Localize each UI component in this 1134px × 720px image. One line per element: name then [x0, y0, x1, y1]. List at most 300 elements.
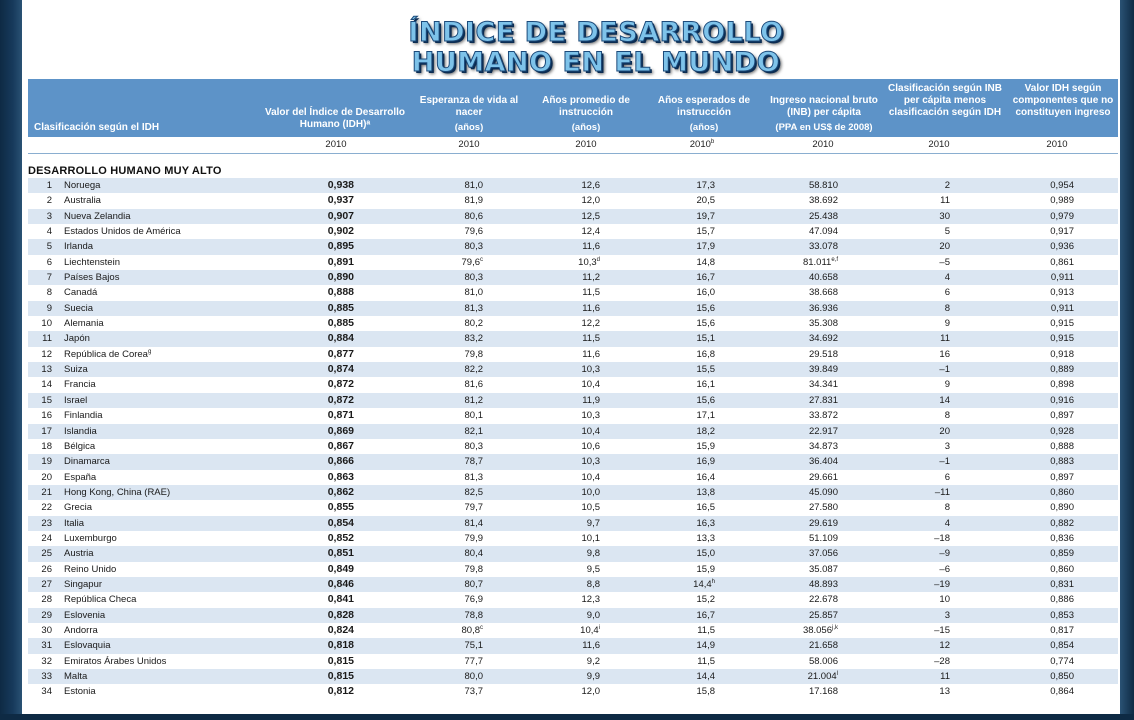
year-expected	[682, 139, 722, 150]
expected-schooling-cell	[688, 533, 715, 544]
rank-cell	[28, 410, 52, 421]
mean-schooling-cell-value: 11,6	[582, 241, 600, 253]
expected-schooling-cell	[688, 195, 715, 206]
rank-difference-cell	[928, 195, 950, 206]
expected-schooling-cell-value: 15,8	[696, 686, 715, 698]
idh-value-cell	[318, 455, 354, 467]
rank-cell-value: 7	[46, 272, 52, 284]
idh-value-cell	[318, 409, 354, 421]
rank-difference-cell	[928, 640, 950, 651]
country-cell-value: Andorra	[64, 624, 98, 636]
gni-per-capita-cell-value: 40.658	[808, 272, 838, 284]
nonincome-hdi-cell-value: 0,859	[1050, 548, 1074, 560]
country-cell	[64, 625, 98, 636]
gni-per-capita-cell	[798, 426, 838, 437]
left-frame-border	[0, 0, 22, 720]
life-expectancy-cell-value: 82,2	[464, 364, 483, 376]
mean-schooling-cell	[573, 487, 600, 498]
expected-schooling-cell	[688, 287, 715, 298]
life-expectancy-cell-value: 81,3	[464, 302, 483, 314]
life-expectancy-cell	[456, 211, 483, 222]
header-col-gni-unit: (PPA en US$ de 2008)	[775, 122, 873, 133]
rank-cell	[28, 441, 52, 452]
nonincome-hdi-cell	[1040, 625, 1074, 636]
nonincome-hdi-cell	[1040, 379, 1074, 390]
life-expectancy-cell	[456, 518, 483, 529]
rank-cell-value: 16	[41, 410, 52, 422]
header-col-school-unit: (años)	[571, 122, 601, 133]
rank-difference-cell-value: 20	[939, 241, 950, 253]
table-row	[28, 362, 1118, 377]
idh-value-cell	[318, 471, 354, 483]
idh-value-cell	[318, 271, 354, 283]
table-row	[28, 546, 1118, 561]
table-row	[28, 531, 1118, 546]
expected-schooling-cell	[688, 686, 715, 697]
country-cell	[64, 180, 100, 191]
idh-value-cell	[318, 394, 354, 406]
gni-per-capita-cell-value: 17.168	[808, 686, 838, 698]
rank-difference-cell	[928, 518, 950, 529]
mean-schooling-cell-value: 12,0	[581, 686, 600, 698]
idh-value-cell	[318, 517, 354, 529]
gni-per-capita-cell	[798, 564, 838, 575]
nonincome-hdi-cell	[1040, 287, 1074, 298]
gni-per-capita-cell	[798, 303, 838, 314]
country-cell	[64, 303, 93, 314]
nonincome-hdi-cell	[1040, 333, 1074, 344]
country-cell	[64, 472, 96, 483]
gni-per-capita-cell	[798, 395, 838, 406]
expected-schooling-cell-value: 15,5	[696, 364, 715, 376]
country-cell	[64, 426, 97, 437]
gni-per-capita-cell	[798, 456, 838, 467]
nonincome-hdi-cell-value: 0,774	[1050, 655, 1074, 667]
mean-schooling-cell	[573, 303, 600, 314]
year-rankdiff: 2010	[928, 139, 950, 150]
country-cell-footnote: g	[147, 348, 152, 355]
header-rank	[34, 79, 254, 137]
country-cell-value: Japón	[64, 333, 90, 345]
mean-schooling-cell-footnote: i	[598, 624, 600, 631]
nonincome-hdi-cell-value: 0,913	[1050, 287, 1074, 299]
country-cell	[64, 610, 105, 621]
rank-difference-cell-value: 8	[944, 410, 950, 422]
mean-schooling-cell-value: 10,3	[581, 364, 600, 376]
header-col-idh-label: Valor del Índice de Desarrollo Humano (IDH)ᵃ	[264, 107, 406, 130]
life-expectancy-cell	[456, 671, 483, 682]
nonincome-hdi-cell-value: 0,861	[1050, 256, 1074, 268]
rank-difference-cell-value: –28	[934, 655, 950, 667]
life-expectancy-cell-footnote: c	[480, 256, 483, 263]
life-expectancy-cell	[456, 594, 483, 605]
idh-value-cell-value: 0,841	[327, 593, 354, 606]
rank-difference-cell	[928, 671, 950, 682]
expected-schooling-cell-value: 14,9	[696, 640, 715, 652]
table-row	[28, 255, 1118, 270]
mean-schooling-cell	[573, 211, 600, 222]
expected-schooling-cell-value: 15,6	[696, 302, 715, 314]
bottom-frame-border	[0, 714, 1134, 720]
idh-value-cell-value: 0,828	[327, 608, 354, 621]
country-cell	[64, 533, 117, 544]
mean-schooling-cell	[573, 671, 600, 682]
expected-schooling-cell	[688, 241, 715, 252]
life-expectancy-cell-value: 80,0	[464, 671, 483, 682]
rank-difference-cell-value: 3	[944, 609, 950, 621]
expected-schooling-cell-value: 16,5	[696, 502, 715, 514]
table-row	[28, 285, 1118, 300]
mean-schooling-cell-footnote: d	[596, 256, 600, 263]
mean-schooling-cell-value: 10,3	[578, 256, 597, 268]
rank-cell	[28, 349, 52, 360]
life-expectancy-cell-value: 81,6	[464, 379, 483, 391]
idh-value-cell	[318, 210, 354, 222]
life-expectancy-cell	[456, 472, 483, 483]
life-expectancy-cell-value: 80,7	[464, 578, 483, 590]
gni-per-capita-cell	[798, 349, 838, 360]
rank-cell-value: 1	[46, 180, 52, 191]
idh-value-cell-value: 0,888	[327, 286, 354, 299]
idh-value-cell-value: 0,854	[327, 516, 354, 529]
rank-difference-cell	[928, 610, 950, 621]
life-expectancy-cell-value: 80,3	[464, 241, 483, 253]
gni-per-capita-cell-value: 51.109	[808, 532, 838, 544]
country-cell-value: Irlanda	[64, 241, 94, 253]
rank-cell	[28, 226, 52, 237]
life-expectancy-cell-value: 73,7	[464, 686, 483, 698]
mean-schooling-cell-value: 8,8	[586, 578, 600, 590]
life-expectancy-cell-value: 82,5	[464, 486, 483, 498]
mean-schooling-cell-value: 10,4	[580, 625, 599, 637]
expected-schooling-cell-value: 11,5	[697, 655, 715, 667]
life-expectancy-cell-value: 75,1	[464, 640, 483, 652]
gni-per-capita-cell	[798, 257, 838, 268]
nonincome-hdi-cell	[1040, 533, 1074, 544]
mean-schooling-cell-value: 12,4	[581, 226, 600, 238]
expected-schooling-cell-value: 15,6	[696, 394, 715, 406]
nonincome-hdi-cell	[1040, 610, 1074, 621]
mean-schooling-cell-value: 10,4	[581, 425, 600, 437]
rank-difference-cell	[928, 241, 950, 252]
rank-difference-cell-value: 14	[939, 394, 950, 406]
rank-difference-cell	[928, 287, 950, 298]
mean-schooling-cell-value: 10,5	[581, 502, 600, 514]
table-row	[28, 485, 1118, 500]
nonincome-hdi-cell	[1040, 410, 1074, 421]
nonincome-hdi-cell-value: 0,864	[1050, 686, 1074, 698]
gni-per-capita-cell-value: 35.087	[808, 563, 838, 575]
rank-difference-cell	[928, 257, 950, 268]
nonincome-hdi-cell	[1040, 502, 1074, 513]
expected-schooling-cell-value: 20,5	[696, 195, 715, 207]
expected-schooling-cell-value: 13,3	[696, 532, 715, 544]
expected-schooling-cell	[688, 487, 715, 498]
life-expectancy-cell-value: 81,9	[464, 195, 483, 207]
rank-cell	[28, 502, 52, 513]
life-expectancy-cell-value: 80,3	[464, 272, 483, 284]
nonincome-hdi-cell-value: 0,928	[1050, 425, 1074, 437]
life-expectancy-cell	[456, 502, 483, 513]
mean-schooling-cell-value: 10,6	[581, 440, 600, 452]
idh-value-cell-value: 0,815	[327, 670, 354, 682]
expected-schooling-cell-value: 14,4	[693, 579, 712, 591]
idh-value-cell	[318, 685, 354, 697]
mean-schooling-cell	[573, 349, 600, 360]
country-cell-value: Grecia	[64, 502, 92, 514]
life-expectancy-cell-value: 81,2	[464, 394, 483, 406]
gni-per-capita-cell-value: 35.308	[808, 318, 838, 330]
header-col-life	[414, 79, 524, 137]
mean-schooling-cell	[573, 625, 600, 636]
rank-difference-cell	[928, 487, 950, 498]
country-cell	[64, 287, 97, 298]
expected-schooling-cell	[688, 656, 715, 667]
table-row	[28, 669, 1118, 684]
life-expectancy-cell	[456, 610, 483, 621]
expected-schooling-cell	[688, 211, 715, 222]
country-cell-value: Israel	[64, 394, 88, 406]
expected-schooling-cell	[688, 426, 715, 437]
hdi-table	[28, 79, 1118, 700]
rank-difference-cell	[928, 686, 950, 697]
idh-value-cell	[318, 302, 354, 314]
mean-schooling-cell-value: 9,5	[586, 563, 600, 575]
country-cell	[64, 518, 84, 529]
mean-schooling-cell	[573, 640, 600, 651]
gni-per-capita-cell-footnote: j,k	[832, 624, 838, 631]
life-expectancy-cell-value: 76,9	[464, 594, 483, 606]
life-expectancy-cell-value: 83,2	[464, 333, 483, 345]
expected-schooling-cell-value: 16,3	[696, 517, 715, 529]
nonincome-hdi-cell-value: 0,897	[1050, 410, 1074, 422]
rank-difference-cell-value: 11	[940, 671, 950, 682]
table-row	[28, 424, 1118, 439]
gni-per-capita-cell	[798, 610, 838, 621]
mean-schooling-cell-value: 9,8	[586, 548, 600, 560]
year-life: 2010	[458, 139, 480, 150]
nonincome-hdi-cell-value: 0,882	[1050, 517, 1074, 529]
idh-value-cell-value: 0,863	[327, 470, 354, 483]
rank-cell-value: 8	[46, 287, 52, 299]
idh-value-cell-value: 0,869	[327, 424, 354, 437]
life-expectancy-cell	[456, 349, 483, 360]
year-nonincome: 2010	[1046, 139, 1068, 150]
country-cell-value: Canadá	[64, 287, 98, 299]
life-expectancy-cell	[456, 548, 483, 559]
expected-schooling-cell	[688, 441, 715, 452]
idh-value-cell-value: 0,885	[327, 317, 354, 330]
rank-difference-cell-value: 2	[944, 180, 950, 191]
nonincome-hdi-cell-value: 0,854	[1050, 640, 1074, 652]
nonincome-hdi-cell-value: 0,897	[1050, 471, 1074, 483]
gni-per-capita-cell-value: 25.438	[808, 210, 838, 222]
nonincome-hdi-cell-value: 0,860	[1050, 486, 1074, 498]
rank-difference-cell-value: 20	[939, 425, 950, 437]
rank-cell-value: 20	[41, 471, 52, 483]
expected-schooling-cell-value: 16,9	[696, 456, 715, 468]
country-cell	[64, 257, 120, 268]
life-expectancy-cell	[456, 656, 483, 667]
nonincome-hdi-cell-value: 0,831	[1050, 578, 1074, 590]
life-expectancy-cell	[456, 272, 483, 283]
idh-value-cell-value: 0,891	[327, 255, 354, 268]
country-cell-value: Suiza	[64, 364, 88, 376]
rank-difference-cell	[928, 564, 950, 575]
mean-schooling-cell	[573, 410, 600, 421]
idh-value-cell-value: 0,877	[327, 347, 354, 360]
mean-schooling-cell-value: 10,3	[581, 410, 600, 422]
gni-per-capita-cell-value: 21.004	[807, 671, 837, 683]
rank-cell-value: 18	[41, 440, 52, 452]
rank-difference-cell	[928, 625, 950, 636]
rank-difference-cell-value: 11	[940, 333, 950, 345]
table-row	[28, 193, 1118, 208]
rank-cell	[28, 257, 52, 268]
country-cell-value: República de Corea	[64, 348, 148, 360]
nonincome-hdi-cell	[1040, 640, 1074, 651]
year-expected-note: b	[710, 139, 715, 145]
rank-cell	[28, 364, 52, 375]
expected-schooling-cell	[688, 379, 715, 390]
rank-difference-cell	[928, 364, 950, 375]
expected-schooling-cell	[688, 610, 715, 621]
rank-cell	[28, 640, 52, 651]
rank-difference-cell	[928, 395, 950, 406]
expected-schooling-cell-value: 15,0	[696, 548, 715, 560]
mean-schooling-cell	[573, 287, 600, 298]
idh-value-cell	[318, 547, 354, 559]
gni-per-capita-cell-value: 39.849	[808, 364, 838, 376]
mean-schooling-cell	[573, 548, 600, 559]
gni-per-capita-cell	[798, 379, 838, 390]
rank-difference-cell-value: –15	[934, 624, 950, 636]
nonincome-hdi-cell	[1040, 272, 1074, 283]
expected-schooling-cell-value: 13,8	[696, 486, 715, 498]
rank-cell-value: 21	[41, 486, 52, 498]
nonincome-hdi-cell	[1040, 180, 1074, 191]
nonincome-hdi-cell	[1040, 318, 1074, 329]
table-row	[28, 500, 1118, 515]
expected-schooling-cell	[688, 671, 715, 682]
mean-schooling-cell-value: 10,3	[581, 456, 600, 468]
mean-schooling-cell	[573, 686, 600, 697]
gni-per-capita-cell	[798, 180, 838, 191]
gni-per-capita-cell	[798, 410, 838, 421]
idh-value-cell	[318, 425, 354, 437]
mean-schooling-cell-value: 9,7	[586, 517, 600, 529]
expected-schooling-cell-value: 16,8	[696, 348, 715, 360]
rank-difference-cell	[928, 272, 950, 283]
rank-cell-value: 17	[41, 425, 52, 437]
idh-value-cell-value: 0,846	[327, 577, 354, 590]
gni-per-capita-cell-value: 58.810	[808, 180, 838, 191]
expected-schooling-cell-value: 16,0	[696, 287, 715, 299]
rank-difference-cell	[928, 548, 950, 559]
gni-per-capita-cell	[798, 548, 838, 559]
country-cell-value: Emiratos Árabes Unidos	[64, 655, 167, 667]
gni-per-capita-cell-value: 47.094	[808, 226, 838, 238]
rank-cell	[28, 472, 52, 483]
rank-difference-cell	[928, 426, 950, 437]
gni-per-capita-cell-value: 38.692	[808, 195, 838, 207]
mean-schooling-cell	[573, 395, 600, 406]
mean-schooling-cell	[573, 502, 600, 513]
rank-cell	[28, 610, 52, 621]
gni-per-capita-cell	[798, 195, 838, 206]
life-expectancy-cell	[456, 686, 483, 697]
expected-schooling-cell-value: 17,3	[696, 180, 715, 191]
country-cell	[64, 318, 104, 329]
rank-cell-value: 14	[41, 379, 52, 391]
idh-value-cell	[318, 256, 354, 268]
life-expectancy-cell-value: 80,6	[464, 210, 483, 222]
country-cell	[64, 579, 102, 590]
gni-per-capita-cell-value: 29.518	[808, 348, 838, 360]
gni-per-capita-cell-value: 38.668	[808, 287, 838, 299]
expected-schooling-cell	[688, 395, 715, 406]
table-row	[28, 224, 1118, 239]
nonincome-hdi-cell-value: 0,917	[1050, 226, 1074, 238]
rank-cell	[28, 195, 52, 206]
table-row	[28, 516, 1118, 531]
nonincome-hdi-cell-value: 0,918	[1050, 348, 1074, 360]
idh-value-cell	[318, 240, 354, 252]
rank-difference-cell	[928, 472, 950, 483]
mean-schooling-cell	[573, 441, 600, 452]
life-expectancy-cell	[456, 195, 483, 206]
idh-value-cell	[318, 501, 354, 513]
gni-per-capita-cell-value: 34.873	[808, 440, 838, 452]
rank-cell-value: 19	[41, 456, 52, 468]
life-expectancy-cell-footnote: c	[480, 624, 483, 631]
rank-difference-cell-value: 4	[944, 517, 950, 529]
table-row	[28, 347, 1118, 362]
rank-difference-cell-value: 30	[939, 210, 950, 222]
rank-difference-cell-value: –1	[939, 364, 950, 376]
rank-difference-cell-value: 13	[939, 686, 950, 698]
life-expectancy-cell-value: 79,6	[461, 256, 480, 268]
header-col-rankdiff-label: Clasificación según INB per cápita menos clasificación según IDH	[888, 83, 1002, 118]
nonincome-hdi-cell-value: 0,860	[1050, 563, 1074, 575]
mean-schooling-cell	[573, 533, 600, 544]
rank-cell	[28, 287, 52, 298]
idh-value-cell	[318, 363, 354, 375]
rank-difference-cell-value: 8	[944, 502, 950, 514]
rank-cell	[28, 579, 52, 590]
expected-schooling-cell	[688, 548, 715, 559]
rank-difference-cell	[928, 441, 950, 452]
mean-schooling-cell-value: 10,4	[581, 471, 600, 483]
nonincome-hdi-cell	[1040, 426, 1074, 437]
country-cell-value: Suecia	[64, 302, 94, 314]
rank-difference-cell-value: 9	[944, 379, 950, 391]
idh-value-cell	[318, 225, 354, 237]
life-expectancy-cell	[456, 379, 483, 390]
life-expectancy-cell-value: 81,0	[464, 180, 483, 191]
expected-schooling-cell-value: 11,5	[697, 624, 715, 636]
gni-per-capita-cell	[798, 211, 838, 222]
rank-difference-cell-value: –18	[934, 532, 950, 544]
life-expectancy-cell-value: 80,2	[464, 318, 483, 330]
idh-value-cell	[318, 624, 354, 636]
rank-difference-cell-value: –19	[934, 578, 950, 590]
table-row	[28, 178, 1118, 193]
expected-schooling-cell	[688, 257, 715, 268]
gni-per-capita-cell-value: 25.857	[808, 609, 838, 621]
title-line-1: ÍNDICE DE DESARROLLO	[408, 17, 784, 48]
idh-value-cell	[318, 440, 354, 452]
